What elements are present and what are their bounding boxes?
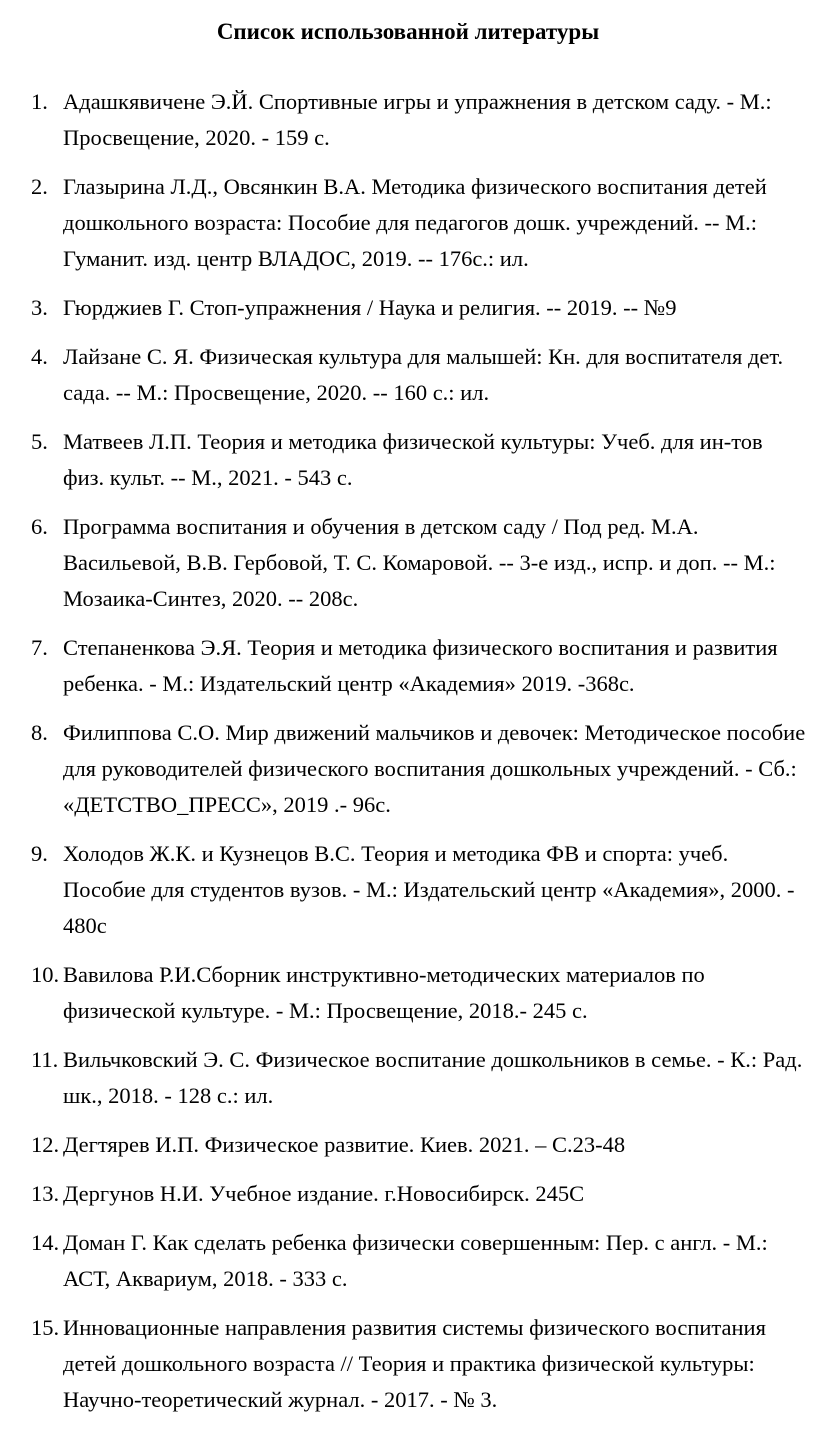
reference-item — [0, 630, 816, 702]
reference-item — [0, 1176, 816, 1212]
reference-item — [0, 1127, 816, 1163]
reference-text: Программа воспитания и обучения в детском саду / Под ред. М.А. Васильевой, В.В. Гербовой, Т. С. Комаровой. -- 3-е изд., испр. и доп. -- М.: Мозаика-Синтез, 2020. -- 208с. — [63, 514, 776, 611]
reference-number: 4. — [31, 344, 48, 369]
reference-item — [0, 957, 816, 1029]
reference-number: 14. — [31, 1230, 60, 1255]
reference-item — [0, 424, 816, 496]
reference-number: 8. — [31, 720, 48, 745]
reference-number: 11. — [31, 1047, 59, 1072]
reference-text: Лайзане С. Я. Физическая культура для малышей: Кн. для воспитателя дет. сада. -- М.: Просвещение, 2020. -- 160 с.: ил. — [63, 344, 784, 405]
reference-number: 3. — [31, 295, 48, 320]
reference-number: 15. — [31, 1315, 60, 1340]
reference-number: 2. — [31, 174, 48, 199]
reference-list — [0, 84, 816, 1431]
reference-item — [0, 715, 816, 823]
reference-text: Гюрджиев Г. Стоп-упражнения / Наука и религия. -- 2019. -- №9 — [63, 295, 677, 320]
reference-text: Матвеев Л.П. Теория и методика физической культуры: Учеб. для ин-тов физ. культ. -- М., 2021. - 543 с. — [63, 429, 763, 490]
reference-item — [0, 290, 816, 326]
reference-number: 5. — [31, 429, 48, 454]
reference-number: 7. — [31, 635, 48, 660]
reference-item — [0, 509, 816, 617]
reference-item — [0, 339, 816, 411]
document-title: Список использованной литературы — [216, 19, 600, 44]
reference-number: 1. — [31, 89, 48, 114]
reference-item — [0, 84, 816, 156]
reference-item — [0, 1042, 816, 1114]
reference-item — [0, 1310, 816, 1418]
reference-text: Дергунов Н.И. Учебное издание. г.Новосибирск. 245С — [63, 1181, 585, 1206]
reference-text: Дегтярев И.П. Физическое развитие. Киев. 2021. – С.23-48 — [63, 1132, 626, 1157]
reference-text: Степаненкова Э.Я. Теория и методика физического воспитания и развития ребенка. - М.: Издательский центр «Академия» 2019. -368с. — [63, 635, 778, 696]
reference-text: Вильчковский Э. С. Физическое воспитание дошкольников в семье. - К.: Рад. шк., 2018. - 128 с.: ил. — [63, 1047, 803, 1108]
reference-text: Адашкявичене Э.Й. Спортивные игры и упражнения в детском саду. - М.: Просвещение, 2020. - 159 с. — [63, 89, 772, 150]
reference-number: 9. — [31, 841, 48, 866]
reference-number: 10. — [31, 962, 60, 987]
reference-number: 13. — [31, 1181, 60, 1206]
reference-text: Вавилова Р.И.Сборник инструктивно-методических материалов по физической культуре. - М.: Просвещение, 2018.- 245 с. — [63, 962, 705, 1023]
reference-text: Холодов Ж.К. и Кузнецов В.С. Теория и методика ФВ и спорта: учеб. Пособие для студентов вузов. - М.: Издательский центр «Академия», 2000. - 480с — [63, 841, 795, 938]
reference-number: 6. — [31, 514, 48, 539]
reference-item — [0, 169, 816, 277]
reference-number: 12. — [31, 1132, 60, 1157]
reference-text: Доман Г. Как сделать ребенка физически совершенным: Пер. с англ. - М.: АСТ, Аквариум, 2018. - 333 с. — [63, 1230, 768, 1291]
reference-text: Филиппова С.О. Мир движений мальчиков и девочек: Методическое пособие для руководителей физического воспитания дошкольных учреждений. - Сб.: «ДЕТСТВО_ПРЕСС», 2019 .- 96с. — [63, 720, 806, 817]
reference-text: Глазырина Л.Д., Овсянкин В.А. Методика физического воспитания детей дошкольного возраста: Пособие для педагогов дошк. учреждений. -- М.: Гуманит. изд. центр ВЛАДОС, 2019. -- 176с.: ил. — [63, 174, 767, 271]
reference-item — [0, 1225, 816, 1297]
reference-item — [0, 836, 816, 944]
reference-text: Инновационные направления развития системы физического воспитания детей дошкольного возраста // Теория и практика физической культуры: Научно-теоретический журнал. - 2017. - № 3. — [63, 1315, 766, 1412]
